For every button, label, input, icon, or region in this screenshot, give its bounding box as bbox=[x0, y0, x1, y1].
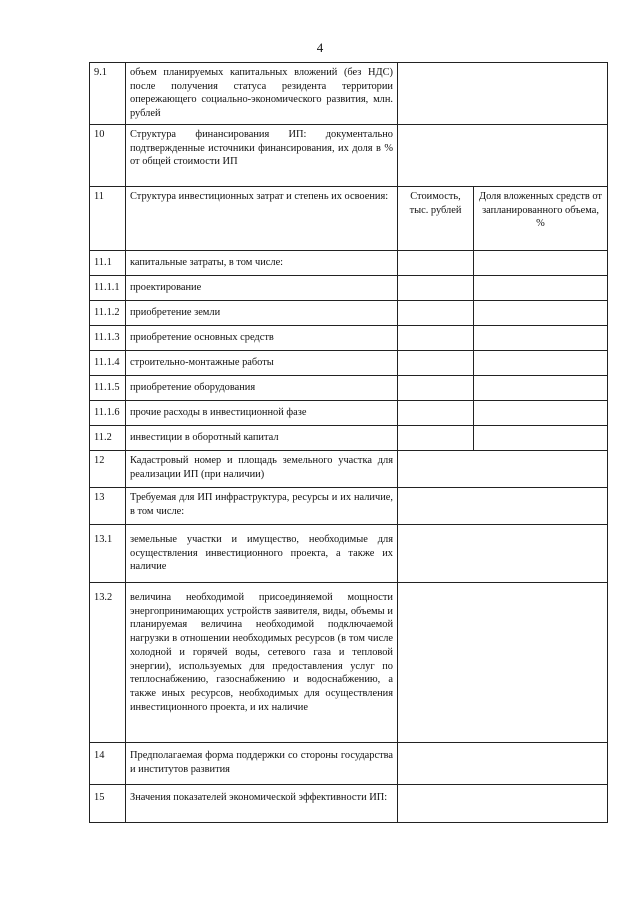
row-number: 11.1.4 bbox=[90, 351, 126, 376]
row-number: 11.2 bbox=[90, 426, 126, 451]
row-value-cell[interactable] bbox=[398, 525, 608, 583]
table-row bbox=[90, 187, 608, 251]
row-description: величина необходимой присоединяемой мощности энергопринимающих устройств заявителя, виды, объемы и планируемая величина необходимой подключаемой нагрузки в отношении необходимых ресурсов (в том числе холодной и горячей воды, сетевого газа и тепловой энергии), используемых для предоставления услуг по теплоснабжению, газоснабжению и водоснабжению, а также иных ресурсов, необходимых для осуществления инвестиционного проекта, и их наличие bbox=[126, 583, 398, 743]
table-row bbox=[90, 376, 608, 401]
share-cell[interactable] bbox=[474, 426, 608, 451]
table-row bbox=[90, 125, 608, 187]
row-value-cell[interactable] bbox=[398, 451, 608, 488]
row-description: приобретение основных средств bbox=[126, 326, 398, 351]
row-number: 10 bbox=[90, 125, 126, 187]
row-description: прочие расходы в инвестиционной фазе bbox=[126, 401, 398, 426]
cost-cell[interactable] bbox=[398, 251, 474, 276]
table-row bbox=[90, 276, 608, 301]
row-description: строительно-монтажные работы bbox=[126, 351, 398, 376]
row-description: Кадастровый номер и площадь земельного участка для реализации ИП (при наличии) bbox=[126, 451, 398, 488]
table-row bbox=[90, 488, 608, 525]
share-cell[interactable] bbox=[474, 276, 608, 301]
cost-cell[interactable] bbox=[398, 426, 474, 451]
row-number: 11.1.1 bbox=[90, 276, 126, 301]
table-row bbox=[90, 743, 608, 785]
row-number: 11 bbox=[90, 187, 126, 251]
row-number: 12 bbox=[90, 451, 126, 488]
row-description: объем планируемых капитальных вложений (без НДС) после получения статуса резидента территории опережающего социально-экономического развития, млн. рублей bbox=[126, 63, 398, 125]
table-row bbox=[90, 583, 608, 743]
row-description: приобретение земли bbox=[126, 301, 398, 326]
row-value-cell[interactable] bbox=[398, 743, 608, 785]
row-number: 11.1.6 bbox=[90, 401, 126, 426]
row-value-cell[interactable] bbox=[398, 583, 608, 743]
row-description: капитальные затраты, в том числе: bbox=[126, 251, 398, 276]
share-cell[interactable] bbox=[474, 401, 608, 426]
table-row bbox=[90, 401, 608, 426]
table-row bbox=[90, 451, 608, 488]
table-row bbox=[90, 785, 608, 823]
row-number: 13.1 bbox=[90, 525, 126, 583]
row-value-cell[interactable] bbox=[398, 63, 608, 125]
row-number: 13 bbox=[90, 488, 126, 525]
cost-cell[interactable] bbox=[398, 326, 474, 351]
share-cell[interactable] bbox=[474, 251, 608, 276]
row-number: 11.1.2 bbox=[90, 301, 126, 326]
row-number: 15 bbox=[90, 785, 126, 823]
row-number: 13.2 bbox=[90, 583, 126, 743]
row-description: Структура инвестиционных затрат и степень их освоения: bbox=[126, 187, 398, 251]
row-description: проектирование bbox=[126, 276, 398, 301]
table-row bbox=[90, 525, 608, 583]
row-description: Предполагаемая форма поддержки со стороны государства и институтов развития bbox=[126, 743, 398, 785]
row-number: 11.1.3 bbox=[90, 326, 126, 351]
cost-cell[interactable] bbox=[398, 401, 474, 426]
share-column-header: Доля вложенных средств от запланированного объема, % bbox=[474, 187, 608, 251]
row-number: 14 bbox=[90, 743, 126, 785]
table-row bbox=[90, 301, 608, 326]
table-row bbox=[90, 351, 608, 376]
row-description: инвестиции в оборотный капитал bbox=[126, 426, 398, 451]
table-row bbox=[90, 426, 608, 451]
application-form-table bbox=[89, 62, 608, 823]
share-cell[interactable] bbox=[474, 351, 608, 376]
row-number: 11.1.5 bbox=[90, 376, 126, 401]
page-number: 4 bbox=[316, 40, 324, 55]
share-cell[interactable] bbox=[474, 301, 608, 326]
table-row bbox=[90, 326, 608, 351]
cost-cell[interactable] bbox=[398, 276, 474, 301]
row-number: 11.1 bbox=[90, 251, 126, 276]
row-description: Требуемая для ИП инфраструктура, ресурсы и их наличие, в том числе: bbox=[126, 488, 398, 525]
row-description: Структура финансирования ИП: документально подтвержденные источники финансирования, их доля в % от общей стоимости ИП bbox=[126, 125, 398, 187]
row-description: Значения показателей экономической эффективности ИП: bbox=[126, 785, 398, 823]
share-cell[interactable] bbox=[474, 376, 608, 401]
cost-cell[interactable] bbox=[398, 301, 474, 326]
table-row bbox=[90, 251, 608, 276]
row-value-cell[interactable] bbox=[398, 488, 608, 525]
row-description: земельные участки и имущество, необходимые для осуществления инвестиционного проекта, а также их наличие bbox=[126, 525, 398, 583]
row-description: приобретение оборудования bbox=[126, 376, 398, 401]
row-value-cell[interactable] bbox=[398, 785, 608, 823]
share-cell[interactable] bbox=[474, 326, 608, 351]
cost-cell[interactable] bbox=[398, 376, 474, 401]
table-row bbox=[90, 63, 608, 125]
row-number: 9.1 bbox=[90, 63, 126, 125]
cost-cell[interactable] bbox=[398, 351, 474, 376]
cost-column-header: Стоимость, тыс. рублей bbox=[398, 187, 474, 251]
row-value-cell[interactable] bbox=[398, 125, 608, 187]
